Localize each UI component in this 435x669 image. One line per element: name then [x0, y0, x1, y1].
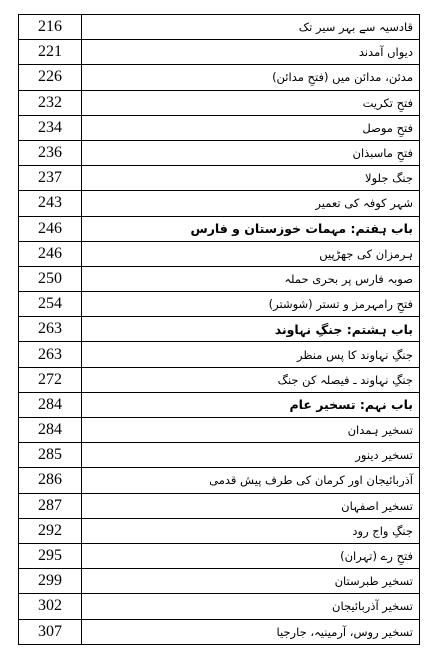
toc-entry-title: جنگِ نہاوند کا پس منظر — [82, 342, 420, 367]
toc-page-number: 250 — [19, 266, 82, 291]
toc-row — [19, 191, 420, 216]
toc-row — [19, 241, 420, 266]
toc-entry-title: فتحِ موصل — [82, 115, 420, 140]
toc-row — [19, 166, 420, 191]
toc-page-number: 285 — [19, 443, 82, 468]
toc-entry-title: جنگِ واج رود — [82, 518, 420, 543]
toc-page-number: 234 — [19, 115, 82, 140]
toc-body — [19, 15, 420, 645]
toc-entry-title: جنگ جلولا — [82, 166, 420, 191]
toc-entry-title: تسخیر روس، آرمینیہ، جارجیا — [82, 619, 420, 644]
toc-page-number: 299 — [19, 569, 82, 594]
toc-entry-title: صوبہ فارس پر بحری حملہ — [82, 266, 420, 291]
toc-row — [19, 418, 420, 443]
toc-page-number: 221 — [19, 40, 82, 65]
toc-row — [19, 15, 420, 40]
toc-row — [19, 543, 420, 568]
toc-chapter-heading: باب ہفتم: مہمات خوزستان و فارس — [82, 216, 420, 241]
toc-entry-title: فتحِ رے (تہران) — [82, 543, 420, 568]
toc-entry-title: دیواں آمدند — [82, 40, 420, 65]
toc-row — [19, 594, 420, 619]
toc-row — [19, 292, 420, 317]
toc-row — [19, 342, 420, 367]
table-of-contents — [18, 14, 420, 645]
toc-row — [19, 266, 420, 291]
toc-row — [19, 90, 420, 115]
toc-entry-title: تسخیر دینور — [82, 443, 420, 468]
toc-page-number: 216 — [19, 15, 82, 40]
toc-page-number: 284 — [19, 418, 82, 443]
toc-page-number: 307 — [19, 619, 82, 644]
toc-page-number: 237 — [19, 166, 82, 191]
toc-row — [19, 40, 420, 65]
toc-entry-title: ہرمزان کی جھڑپیں — [82, 241, 420, 266]
toc-row — [19, 140, 420, 165]
toc-row — [19, 443, 420, 468]
toc-row — [19, 115, 420, 140]
toc-row — [19, 65, 420, 90]
toc-entry-title: آذربائیجان اور کرمان کی طرف پیش قدمی — [82, 468, 420, 493]
toc-page-number: 246 — [19, 241, 82, 266]
toc-entry-title: تسخیر اصفہان — [82, 493, 420, 518]
toc-page-number: 263 — [19, 342, 82, 367]
toc-entry-title: فتحِ ماسبذان — [82, 140, 420, 165]
toc-chapter-heading: باب ہشتم: جنگِ نہاوند — [82, 317, 420, 342]
toc-entry-title: تسخیر طبرستان — [82, 569, 420, 594]
toc-row — [19, 392, 420, 417]
toc-page-number: 254 — [19, 292, 82, 317]
toc-entry-title: تسخیر آذربائیجان — [82, 594, 420, 619]
toc-entry-title: مدئن، مدائن میں (فتحِ مدائن) — [82, 65, 420, 90]
toc-row — [19, 468, 420, 493]
toc-entry-title: قادسیہ سے بہر سیر تک — [82, 15, 420, 40]
toc-page-number: 284 — [19, 392, 82, 417]
toc-page-number: 287 — [19, 493, 82, 518]
toc-page-number: 236 — [19, 140, 82, 165]
toc-page-number: 295 — [19, 543, 82, 568]
toc-entry-title: تسخیر ہمدان — [82, 418, 420, 443]
toc-chapter-heading: باب نہم: تسخیر عام — [82, 392, 420, 417]
toc-page-number: 263 — [19, 317, 82, 342]
toc-row — [19, 367, 420, 392]
toc-page-number: 226 — [19, 65, 82, 90]
toc-row — [19, 569, 420, 594]
toc-page-number: 292 — [19, 518, 82, 543]
toc-entry-title: فتحِ تکریت — [82, 90, 420, 115]
toc-page-number: 243 — [19, 191, 82, 216]
toc-page-number: 272 — [19, 367, 82, 392]
toc-entry-title: شہر کوفہ کی تعمیر — [82, 191, 420, 216]
toc-row — [19, 619, 420, 644]
toc-page-number: 232 — [19, 90, 82, 115]
toc-row — [19, 518, 420, 543]
toc-page-number: 246 — [19, 216, 82, 241]
toc-row — [19, 493, 420, 518]
toc-page-number: 286 — [19, 468, 82, 493]
toc-row — [19, 317, 420, 342]
toc-page-number: 302 — [19, 594, 82, 619]
toc-entry-title: فتحِ رامہرمز و تستر (شوشتر) — [82, 292, 420, 317]
toc-entry-title: جنگِ نہاوند ـ فیصلہ کن جنگ — [82, 367, 420, 392]
toc-row — [19, 216, 420, 241]
